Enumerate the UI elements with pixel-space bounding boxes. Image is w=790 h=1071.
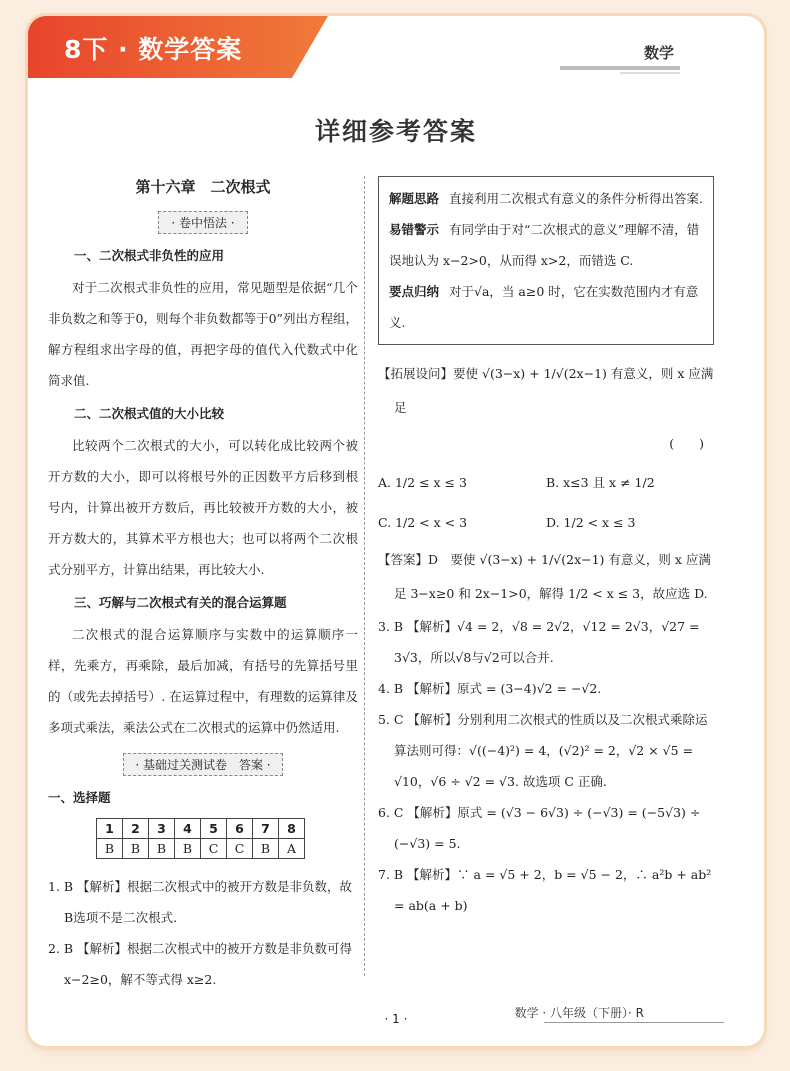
page-title: 详细参考答案	[314, 117, 477, 146]
subject-underline	[560, 66, 680, 70]
banner-title: 8下 · 数学答案	[64, 35, 243, 64]
heading-3: 三、巧解与二次根式有关的混合运算题	[74, 595, 287, 610]
book-label: 数学 · 八年级（下册）· R	[514, 1006, 644, 1020]
answer-4: 4. B 【解析】原式 = (3−4)√2 = −√2.	[378, 681, 602, 696]
answer-1: 1. B 【解析】根据二次根式中的被开方数是非负数，故B选项不是二次根式.	[48, 879, 353, 925]
answer-5: 5. C 【解析】分别利用二次根式的性质以及二次根式乘除运算法则可得：√((−4)²) = 4，(√2)² = 2，√2 × √5 = √10，√6 ÷ √2 = √3. 故选项 C 正确.	[378, 712, 708, 789]
extension-answer: 【答案】D 要使 √(3−x) + 1/√(2x−1) 有意义，则 x 应满足 3−x≥0 和 2x−1>0，解得 1/2 < x ≤ 3，故应选 D.	[378, 552, 711, 601]
options-row-2	[378, 503, 714, 543]
paragraph-2: 比较两个二次根式的大小，可以转化成比较两个被开方数的大小，即可以将根号外的正因数平方后移到根号内，计算出被开方数后，再比较被开方数的大小，被开方数大的，其算术平方根也大；也可以将两个二次根式分别平方，计算出结果，再比较大小.	[48, 438, 358, 577]
tip-warning: 易错警示 有同学由于对“二次根式的意义”理解不清，错误地认为 x−2>0，从而得 x>2，而错选 C.	[389, 222, 700, 268]
section-tag-method: · 卷中悟法 ·	[158, 211, 248, 234]
tip-summary: 要点归纳 对于√a，当 a≥0 时，它在实数范围内才有意义.	[389, 284, 699, 330]
column-divider	[364, 176, 365, 976]
left-column	[48, 176, 358, 995]
answer-2: 2. B 【解析】根据二次根式中的被开方数是非负数可得 x−2≥0，解不等式得 x≥2.	[48, 941, 353, 987]
footer-line	[544, 1022, 724, 1023]
chapter-title: 第十六章 二次根式	[135, 178, 271, 196]
answer-page	[28, 16, 764, 1046]
option-a: A. 1/2 ≤ x ≤ 3	[378, 475, 467, 490]
heading-choice: 一、选择题	[48, 790, 111, 805]
tip-idea: 解题思路 直接利用二次根式有意义的条件分析得出答案.	[389, 191, 703, 206]
answer-table-answers: B B B B C C B A	[97, 839, 305, 859]
option-b: B. x≤3 且 x ≠ 1/2	[546, 475, 655, 490]
page-number: · 1 ·	[384, 1012, 408, 1026]
right-column	[378, 176, 714, 921]
subject-label: 数学	[643, 44, 674, 62]
answer-7: 7. B 【解析】∵ a = √5 + 2，b = √5 − 2，∴ a²b + ab² = ab(a + b)	[378, 867, 712, 913]
extension-question: 【拓展设问】要使 √(3−x) + 1/√(2x−1) 有意义，则 x 应满足	[378, 366, 714, 415]
subject-underline-2	[620, 72, 680, 74]
paragraph-1: 对于二次根式非负性的应用，常见题型是依据“几个非负数之和等于0，则每个非负数都等于0”列出方程组，解方程组求出字母的值，再把字母的值代入代数式中化简求值.	[48, 280, 358, 388]
option-c: C. 1/2 < x < 3	[378, 515, 468, 530]
options-row-1	[378, 463, 714, 503]
heading-1: 一、二次根式非负性的应用	[74, 248, 225, 263]
section-tag-test: · 基础过关测试卷 答案 ·	[123, 753, 283, 776]
heading-2: 二、二次根式值的大小比较	[74, 406, 225, 421]
option-d: D. 1/2 < x ≤ 3	[546, 515, 636, 530]
answer-6: 6. C 【解析】原式 = (√3 − 6√3) ÷ (−√3) = (−5√3) ÷ (−√3) = 5.	[378, 805, 701, 851]
answer-table	[96, 818, 305, 859]
paragraph-3: 二次根式的混合运算顺序与实数中的运算顺序一样，先乘方，再乘除，最后加减，有括号的先算括号里的（或先去掉括号）. 在运算过程中，有理数的运算律及多项式乘法，乘法公式在二次根式的运算中仍然适用.	[48, 627, 358, 735]
answer-table-numbers: 1 2 3 4 5 6 7 8	[97, 819, 305, 839]
answer-3: 3. B 【解析】√4 = 2，√8 = 2√2，√12 = 2√3，√27 = 3√3，所以√8与√2可以合并.	[378, 619, 700, 665]
tip-box	[378, 176, 714, 345]
answer-bracket: ( )	[669, 436, 704, 451]
